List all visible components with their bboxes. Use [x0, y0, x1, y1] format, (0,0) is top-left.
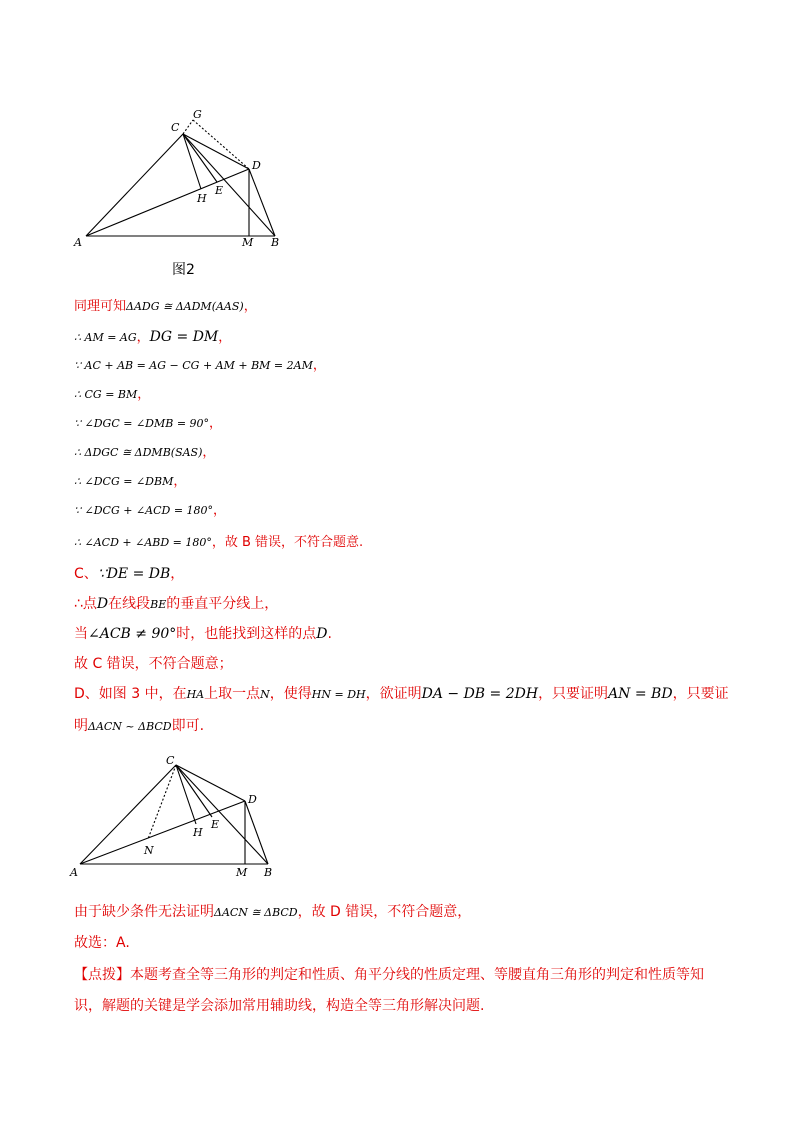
conclusion-choice: 故选：A.: [74, 935, 130, 951]
section-c-line-4: 故 C 错误，不符合题意；: [74, 656, 233, 672]
point-label-h: H: [193, 826, 203, 839]
point-label-m: M: [236, 866, 248, 879]
point-label-c: C: [166, 754, 175, 767]
line-7: ∴ ∠DCG = ∠DBM，: [74, 474, 187, 489]
point-label-b: B: [264, 866, 273, 879]
segment-gd-dotted: [193, 120, 249, 169]
comment-line-1: 【点拨】本题考查全等三角形的判定和性质、角平分线的性质定理、等腰直角三角形的判定和性质等知: [74, 967, 704, 983]
section-d-line-1: D、如图 3 中，在HA上取一点N，使得HN = DH，欲证明DA − DB = 2DH，只要证明AN = BD，只要证: [74, 686, 729, 702]
section-c-line-3: 当∠ACB ≠ 90°时，也能找到这样的点D.: [74, 626, 332, 642]
figure-2: [70, 100, 300, 250]
point-label-n: N: [144, 844, 154, 857]
conclusion-line-1: 由于缺少条件无法证明ΔACN ≅ ΔBCD，故 D 错误，不符合题意，: [74, 904, 472, 920]
figure-2-lines: [86, 120, 275, 236]
segment-db: [249, 169, 275, 236]
line-3: ∵ AC + AB = AG − CG + AM + BM = 2AM，: [74, 358, 326, 373]
line-1: 同理可知ΔADG ≅ ΔADM(AAS)，: [74, 299, 257, 314]
point-label-d: D: [248, 793, 257, 806]
segment-ac: [86, 134, 183, 236]
point-label-e: E: [215, 184, 224, 197]
point-label-b: B: [271, 236, 280, 249]
segment-cn-dotted: [148, 765, 176, 839]
point-label-a: A: [74, 236, 82, 249]
point-label-g: G: [193, 108, 202, 121]
point-label-e: E: [211, 818, 220, 831]
segment-ad: [80, 801, 245, 864]
line-9: ∴ ∠ACD + ∠ABD = 180°，故 B 错误，不符合题意.: [74, 535, 364, 550]
segment-ad: [86, 169, 249, 236]
figure-3-lines: [80, 765, 268, 864]
section-c-line-2: ∴点D在线段BE的垂直平分线上，: [74, 596, 279, 612]
comment-line-2: 识，解题的关键是学会添加常用辅助线，构造全等三角形解决问题.: [74, 998, 485, 1014]
section-d-line-2: 明ΔACN ~ ΔBCD即可.: [74, 718, 205, 734]
point-label-h: H: [197, 192, 207, 205]
figure-3: [68, 752, 288, 887]
segment-cb: [176, 765, 268, 864]
segment-ce: [176, 765, 212, 817]
point-label-m: M: [242, 236, 254, 249]
segment-ce: [183, 134, 217, 182]
point-label-d: D: [252, 159, 261, 172]
segment-ac: [80, 765, 176, 864]
line-2: ∴ AM = AG，DG = DM，: [74, 329, 232, 345]
segment-db: [245, 801, 268, 864]
line-4: ∴ CG = BM，: [74, 387, 151, 402]
figure-2-caption: 图2: [172, 262, 195, 278]
segment-cg-dotted: [183, 120, 193, 134]
line-6: ∴ ΔDGC ≅ ΔDMB(SAS)，: [74, 445, 216, 460]
section-c-line-1: C、∵DE = DB，: [74, 566, 185, 582]
point-label-a: A: [70, 866, 78, 879]
point-label-c: C: [171, 121, 180, 134]
segment-cb: [183, 134, 275, 236]
line-5: ∵ ∠DGC = ∠DMB = 90°，: [74, 416, 223, 431]
line-8: ∵ ∠DCG + ∠ACD = 180°，: [74, 503, 227, 518]
